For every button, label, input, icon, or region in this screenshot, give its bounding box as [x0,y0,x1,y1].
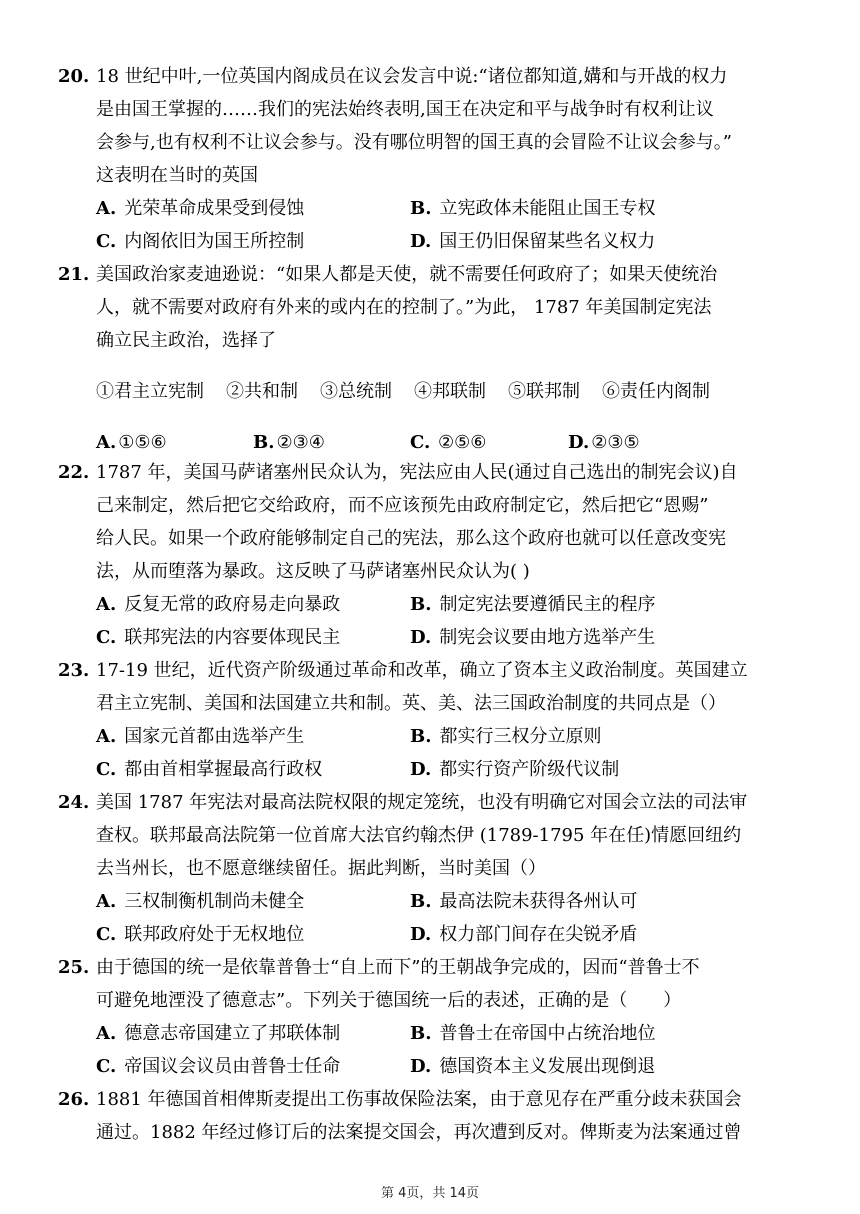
question-26 [58,1083,818,1149]
question-number: 21. [58,264,90,285]
option-b[interactable]: B. 最高法院未获得各州认可 [410,891,638,912]
option-d[interactable]: D. 国王仍旧保留某些名义权力 [410,231,656,252]
options-row [58,720,818,753]
question-text: 可避免地湮没了德意志”。下列关于德国统一后的表述，正确的是（ ） [96,990,682,1011]
choice-list [58,375,818,408]
options-row [58,426,818,459]
question-text: 由于德国的统一是依靠普鲁士“自上而下”的王朝战争完成的，因而“普鲁士不 [96,957,700,978]
question-text: 会参与,也有权利不让议会参与。没有哪位明智的国王真的会冒险不让议会参与。” [96,132,732,153]
question-23 [58,654,818,786]
option-b[interactable]: B. 普鲁士在帝国中占统治地位 [410,1023,656,1044]
options-row [58,225,818,258]
question-text: 1787 年，美国马萨诸塞州民众认为，宪法应由人民(通过自己选出的制宪会议)自 [96,462,738,483]
choice-item: ⑥责任内阁制 [602,381,710,402]
question-number: 24. [58,792,90,813]
option-d[interactable]: D. 都实行资产阶级代议制 [410,759,620,780]
choice-item: ②共和制 [226,381,298,402]
question-number: 26. [58,1089,90,1110]
question-number: 23. [58,660,90,681]
question-text: 己来制定，然后把它交给政府，而不应该预先由政府制定它，然后把它“恩赐” [96,495,709,516]
option-c[interactable]: C. 都由首相掌握最高行政权 [96,759,323,780]
choice-item: ⑤联邦制 [508,381,580,402]
question-text: 这表明在当时的英国 [96,165,258,186]
choice-item: ③总统制 [320,381,392,402]
question-24 [58,786,818,951]
question-text: 查权。联邦最高法院第一位首席大法官约翰杰伊 (1789-1795 年在任)情愿回纽约 [96,825,742,846]
question-text: 美国政治家麦迪逊说：“如果人都是天使，就不需要任何政府了；如果天使统治 [96,264,718,285]
options-row [58,192,818,225]
option-d[interactable]: D. 德国资本主义发展出现倒退 [410,1056,656,1077]
option-a[interactable]: A. 光荣革命成果受到侵蚀 [96,198,305,219]
question-text: 通过。1882 年经过修订后的法案提交国会，再次遭到反对。俾斯麦为法案通过曾 [96,1122,742,1143]
question-21 [58,258,818,459]
question-text: 是由国王掌握的……我们的宪法始终表明,国王在决定和平与战争时有权利让议 [96,99,714,120]
question-text: 人，就不需要对政府有外来的或内在的控制了。”为此， 1787 年美国制定宪法 [96,297,712,318]
option-a[interactable]: A. 德意志帝国建立了邦联体制 [96,1023,341,1044]
question-22 [58,456,818,654]
question-text: 1881 年德国首相俾斯麦提出工伤事故保险法案，由于意见存在严重分歧未获国会 [96,1089,742,1110]
choice-item: ①君主立宪制 [96,381,204,402]
question-text: 17-19 世纪，近代资产阶级通过革命和改革，确立了资本主义政治制度。英国建立 [96,660,748,681]
choice-item: ④邦联制 [414,381,486,402]
question-text: 去当州长，也不愿意继续留任。据此判断，当时美国（） [96,858,546,879]
option-c[interactable]: C. 帝国议会议员由普鲁士任命 [96,1056,341,1077]
option-b[interactable]: B. 都实行三权分立原则 [410,726,602,747]
question-text: 美国 1787 年宪法对最高法院权限的规定笼统，也没有明确它对国会立法的司法审 [96,792,748,813]
question-text: 给人民。如果一个政府能够制定自己的宪法，那么这个政府也就可以任意改变宪 [96,528,726,549]
question-text: 确立民主政治，选择了 [96,330,276,351]
option-c[interactable]: C. 联邦宪法的内容要体现民主 [96,627,341,648]
option-d[interactable]: D. 制宪会议要由地方选举产生 [410,627,656,648]
option-d[interactable]: D. ②③⑤ [568,432,640,453]
options-row [58,588,818,621]
option-b[interactable]: B. ②③④ [253,432,325,453]
option-c[interactable]: C. 联邦政府处于无权地位 [96,924,305,945]
question-number: 25. [58,957,90,978]
question-text: 君主立宪制、美国和法国建立共和制。英、美、法三国政治制度的共同点是（） [96,693,726,714]
options-row [58,1017,818,1050]
options-row [58,918,818,951]
options-row [58,1050,818,1083]
question-20 [58,60,818,258]
option-c[interactable]: C. 内阁依旧为国王所控制 [96,231,305,252]
option-a[interactable]: A. 国家元首都由选举产生 [96,726,305,747]
options-row [58,753,818,786]
question-text: 18 世纪中叶,一位英国内阁成员在议会发言中说:“诸位都知道,媾和与开战的权力 [96,66,728,87]
option-a[interactable]: A. ①⑤⑥ [96,432,167,453]
option-b[interactable]: B. 制定宪法要遵循民主的程序 [410,594,656,615]
option-a[interactable]: A. 三权制衡机制尚未健全 [96,891,305,912]
question-number: 22. [58,462,90,483]
option-d[interactable]: D. 权力部门间存在尖锐矛盾 [410,924,638,945]
options-row [58,621,818,654]
question-25 [58,951,818,1083]
question-number: 20. [58,66,90,87]
options-row [58,885,818,918]
question-text: 法，从而堕落为暴政。这反映了马萨诸塞州民众认为( ) [96,561,530,582]
option-c[interactable]: C. ②⑤⑥ [410,432,487,453]
option-a[interactable]: A. 反复无常的政府易走向暴政 [96,594,341,615]
option-b[interactable]: B. 立宪政体未能阻止国王专权 [410,198,656,219]
page-footer: 第 4页，共 14页 [380,1186,480,1201]
